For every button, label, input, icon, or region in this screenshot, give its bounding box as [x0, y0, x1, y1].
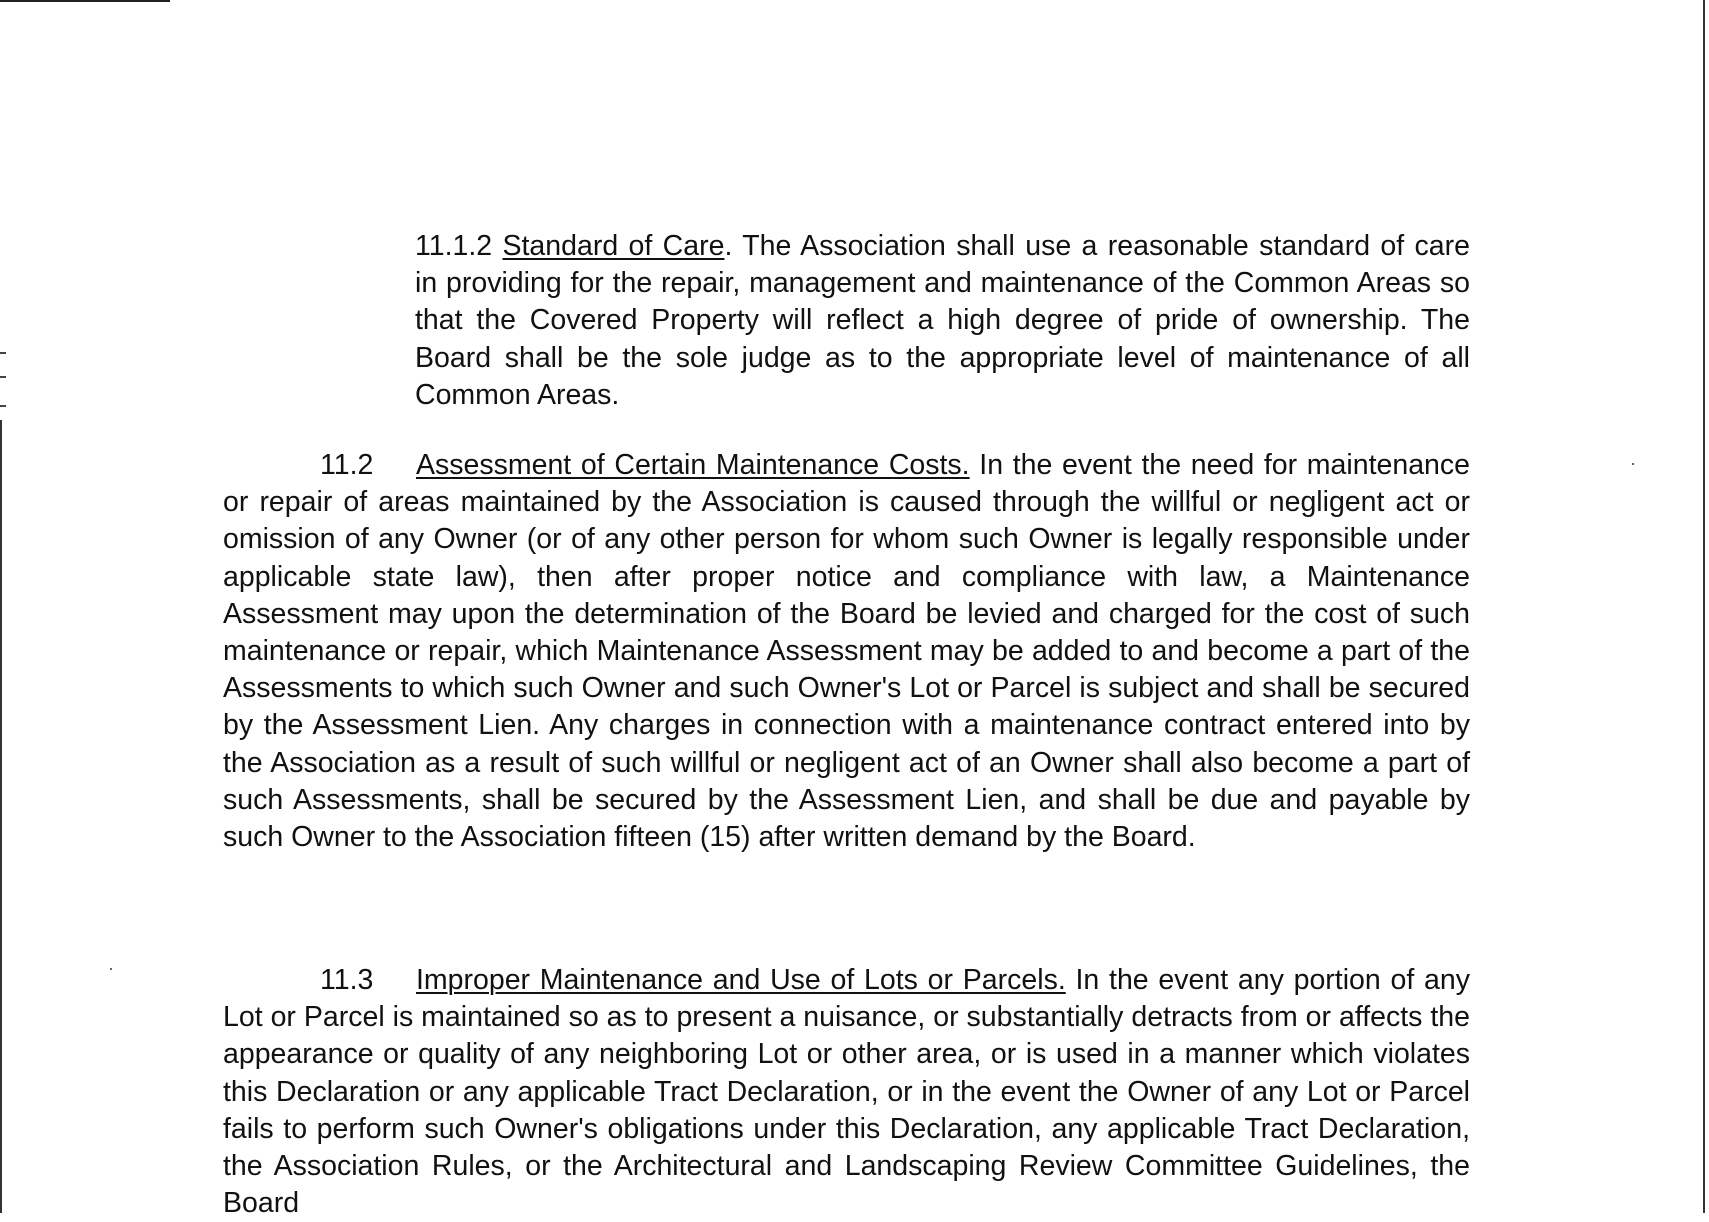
- section-11-3: [223, 962, 1470, 1222]
- scan-artifact-dot: [1632, 463, 1634, 465]
- section-number: 11.3: [320, 964, 374, 996]
- section-heading: Improper Maintenance and Use of Lots or Parcels.: [416, 964, 1066, 996]
- scan-artifact-dot: [110, 968, 112, 970]
- scan-artifact-tick: [0, 352, 6, 354]
- section-number: 11.1.2: [415, 230, 493, 262]
- section-11-2: [223, 447, 1470, 856]
- scan-artifact-top: [0, 0, 170, 2]
- section-body: . The Association shall use a reasonable standard of care in providing for the repair, management and maintenance of the Common Areas so that the Covered Property will reflect a high degree of pride of ownership. The Board shall be the sole judge as to the appropriate level of maintenance of all Common Areas.: [415, 230, 1470, 411]
- section-11-1-2: [318, 228, 1470, 414]
- scan-artifact-tick: [0, 405, 6, 407]
- section-heading: Standard of Care: [502, 230, 725, 262]
- scan-artifact-right-edge: [1703, 0, 1705, 1213]
- scan-artifact-tick: [0, 376, 6, 378]
- section-number: 11.2: [320, 449, 374, 481]
- section-heading: Assessment of Certain Maintenance Costs.: [416, 449, 970, 481]
- section-body: In the event any portion of any Lot or Parcel is maintained so as to present a nuisance, or substantially detracts from or affects the appearance or quality of any neighboring Lot or other area, or is used in a manner which violates this Declaration or any applicable Tract Declaration, or in the event the Owner of any Lot or Parcel fails to perform such Owner's obligations under this Declaration, any applicable Tract Declaration, the Association Rules, or the Architectural and Landscaping Review Committee Guidelines, the Board: [223, 964, 1470, 1220]
- scan-artifact-left-edge: [0, 420, 2, 1213]
- section-body: In the event the need for maintenance or repair of areas maintained by the Association is caused through the willful or negligent act or omission of any Owner (or of any other person for whom such Owner is legally responsible under applicable state law), then after proper notice and compliance with law, a Maintenance Assessment may upon the determination of the Board be levied and charged for the cost of such maintenance or repair, which Maintenance Assessment may be added to and become a part of the Assessments to which such Owner and such Owner's Lot or Parcel is subject and shall be secured by the Assessment Lien. Any charges in connection with a maintenance contract entered into by the Association as a result of such willful or negligent act of an Owner shall also become a part of such Assessments, shall be secured by the Assessment Lien, and shall be due and payable by such Owner to the Association fifteen (15) after written demand by the Board.: [223, 449, 1470, 854]
